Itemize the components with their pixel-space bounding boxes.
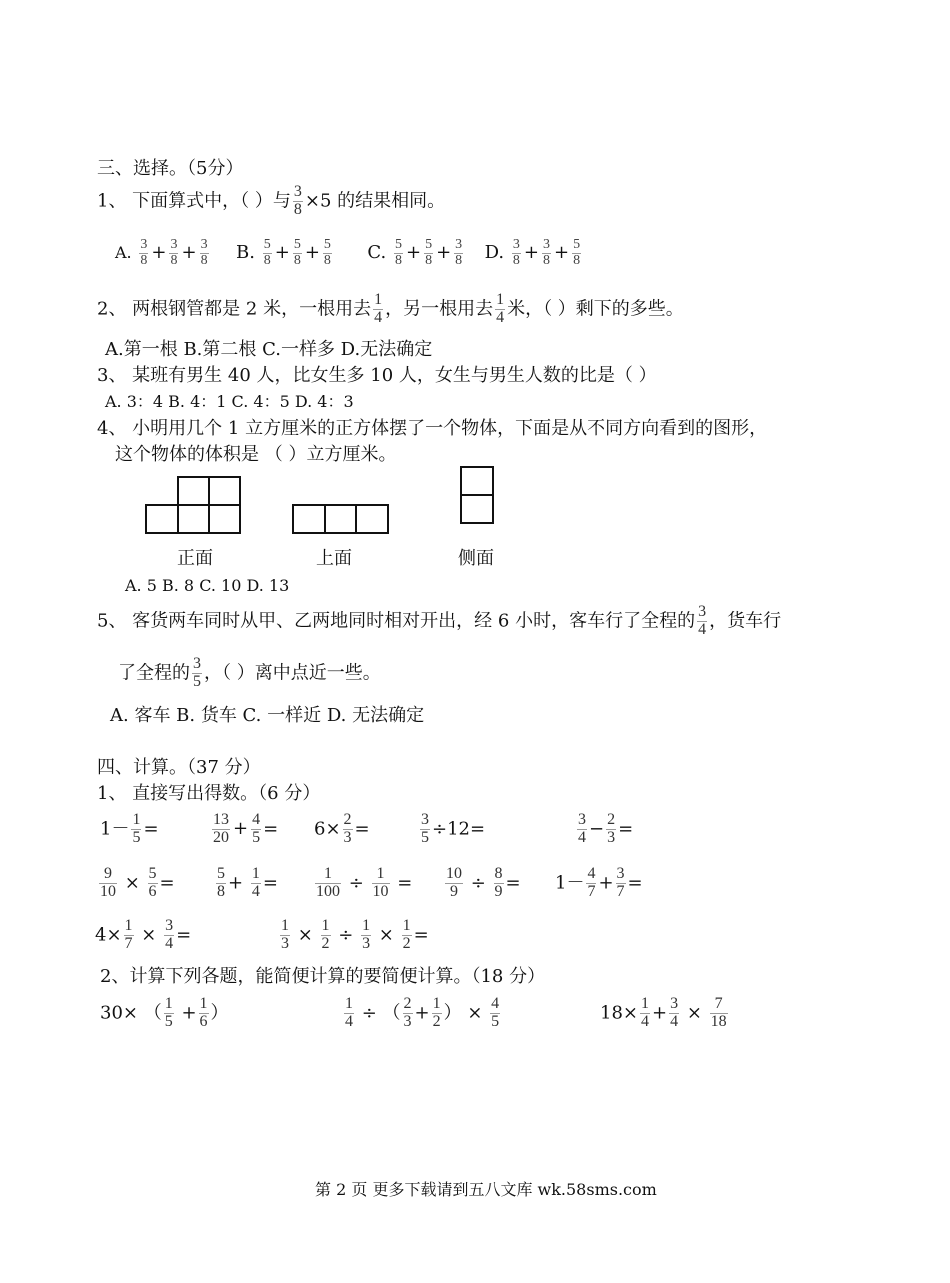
question-4-line1: 4、 小明用几个 1 立方厘米的正方体摆了一个物体，下面是从不同方向看到的图形， <box>97 418 768 439</box>
simplify-3: 18× $\frac{1}{4}$ + $\frac{3}{4}$ × $\frac{7}{18}$ <box>600 995 727 1030</box>
cube-cell <box>460 494 494 524</box>
calc-11: 4× $\frac{1}{7}$ × $\frac{3}{4}$ = <box>95 917 192 952</box>
fraction: $\frac{3}{8}$ <box>140 237 148 268</box>
calc-9: $\frac{10}{9}$ ÷ $\frac{8}{9}$ = <box>446 865 521 900</box>
fraction: $\frac{3}{8}$ <box>170 237 178 268</box>
front-view-figure <box>145 476 243 534</box>
fraction: $\frac{3}{5}$ <box>193 655 201 690</box>
fraction: $\frac{3}{8}$ <box>293 183 302 218</box>
simplify-1: 30× （ $\frac{1}{5}$ + $\frac{1}{6}$ ） <box>100 995 229 1030</box>
cube-cell <box>177 504 210 534</box>
cube-cell <box>292 504 326 534</box>
fraction: $\frac{5}{8}$ <box>573 237 581 268</box>
calc-1: 1－ $\frac{1}{5}$ = <box>100 811 159 846</box>
side-view-label: 侧面 <box>458 548 494 569</box>
question-2: 2、 两根钢管都是 2 米，一根用去 $\frac{1}{4}$ ，另一根用去 $\frac{1}{4}$ 米，（ ）剩下的多些。 <box>97 291 684 326</box>
fraction: $\frac{5}{8}$ <box>425 237 433 268</box>
fraction: $\frac{5}{8}$ <box>323 237 331 268</box>
fraction: $\frac{3}{8}$ <box>542 237 550 268</box>
question-2-options: A.第一根 B.第二根 C.一样多 D.无法确定 <box>105 339 433 360</box>
cube-cell <box>208 504 241 534</box>
question-5-options: A. 客车 B. 货车 C. 一样近 D. 无法确定 <box>110 705 425 726</box>
calc-3: 6× $\frac{2}{3}$ = <box>314 811 370 846</box>
fraction: $\frac{3}{4}$ <box>698 603 707 638</box>
cube-cell <box>324 504 357 534</box>
top-view-figure <box>292 504 390 534</box>
cube-cell <box>460 466 494 496</box>
calc-8: $\frac{1}{100}$ ÷ $\frac{1}{10}$ = <box>316 865 413 900</box>
question-3: 3、 某班有男生 40 人，比女生多 10 人，女生与男生人数的比是（ ） <box>97 365 657 386</box>
fraction: $\frac{3}{8}$ <box>512 237 520 268</box>
front-view-label: 正面 <box>177 548 213 569</box>
fraction: $\frac{1}{4}$ <box>374 291 383 326</box>
calc-10: 1－ $\frac{4}{7}$ + $\frac{3}{7}$ = <box>555 865 643 900</box>
calc-12: $\frac{1}{3}$ × $\frac{1}{2}$ ÷ $\frac{1}{3}$ × $\frac{1}{2}$ = <box>281 917 429 952</box>
question-4-line2: 这个物体的体积是 （ ）立方厘米。 <box>115 444 397 465</box>
fraction: $\frac{3}{8}$ <box>200 237 208 268</box>
cube-cell <box>355 504 389 534</box>
question-5-line2: 了全程的 $\frac{3}{5}$ ，（ ）离中点近一些。 <box>118 655 381 690</box>
fraction: $\frac{1}{4}$ <box>496 291 505 326</box>
calc-4: $\frac{3}{5}$ ÷12= <box>421 811 486 846</box>
fraction: $\frac{3}{8}$ <box>455 237 463 268</box>
fraction: $\frac{5}{8}$ <box>293 237 301 268</box>
cube-cell <box>177 476 210 506</box>
simplify-2: $\frac{1}{4}$ ÷ （ $\frac{2}{3}$ + $\frac{1}{2}$ ） × $\frac{4}{5}$ <box>345 995 500 1030</box>
calc-6: $\frac{9}{10}$ × $\frac{5}{6}$ = <box>100 865 175 900</box>
side-view-figure <box>460 466 494 524</box>
question-1-options: A. $\frac{3}{8}$ + $\frac{3}{8}$ + $\frac{3}{8}$ B. $\frac{5}{8}$ + $\frac{5}{8}$ + $\frac{5}{8}$ C. $\frac{5}{8}$ + $\frac{5}{8}$ + $\frac{3}{8}$ D. $\frac{3}{8}$ + $\frac{3}{8}$ + $\frac{5}{8}$ <box>115 237 581 268</box>
cube-cell <box>145 504 179 534</box>
cube-cell <box>208 476 241 506</box>
calc-7: $\frac{5}{8}$ + $\frac{1}{4}$ = <box>217 865 278 900</box>
subsection-2: 2、计算下列各题，能简便计算的要简便计算。（18 分） <box>100 966 546 987</box>
section-title-choice: 三、选择。（5分） <box>97 158 244 179</box>
subsection-1: 1、 直接写出得数。（6 分） <box>97 783 321 804</box>
section-title-calc: 四、计算。（37 分） <box>97 757 261 778</box>
question-1: 1、 下面算式中，（ ）与 $\frac{3}{8}$ ×5 的结果相同。 <box>97 183 446 218</box>
top-view-label: 上面 <box>316 548 352 569</box>
question-5-line1: 5、 客货两车同时从甲、乙两地同时相对开出，经 6 小时，客车行了全程的 $\frac{3}{4}$ ，货车行 <box>97 603 782 638</box>
question-4-options: A. 5 B. 8 C. 10 D. 13 <box>125 576 290 595</box>
page-footer: 第 2 页 更多下载请到五八文库 wk.58sms.com <box>315 1180 657 1199</box>
question-3-options: A. 3：4 B. 4：1 C. 4：5 D. 4：3 <box>105 392 354 411</box>
fraction: $\frac{5}{8}$ <box>394 237 402 268</box>
calc-2: $\frac{13}{20}$ + $\frac{4}{5}$ = <box>213 811 279 846</box>
fraction: $\frac{5}{8}$ <box>263 237 271 268</box>
calc-5: $\frac{3}{4}$ − $\frac{2}{3}$ = <box>578 811 634 846</box>
